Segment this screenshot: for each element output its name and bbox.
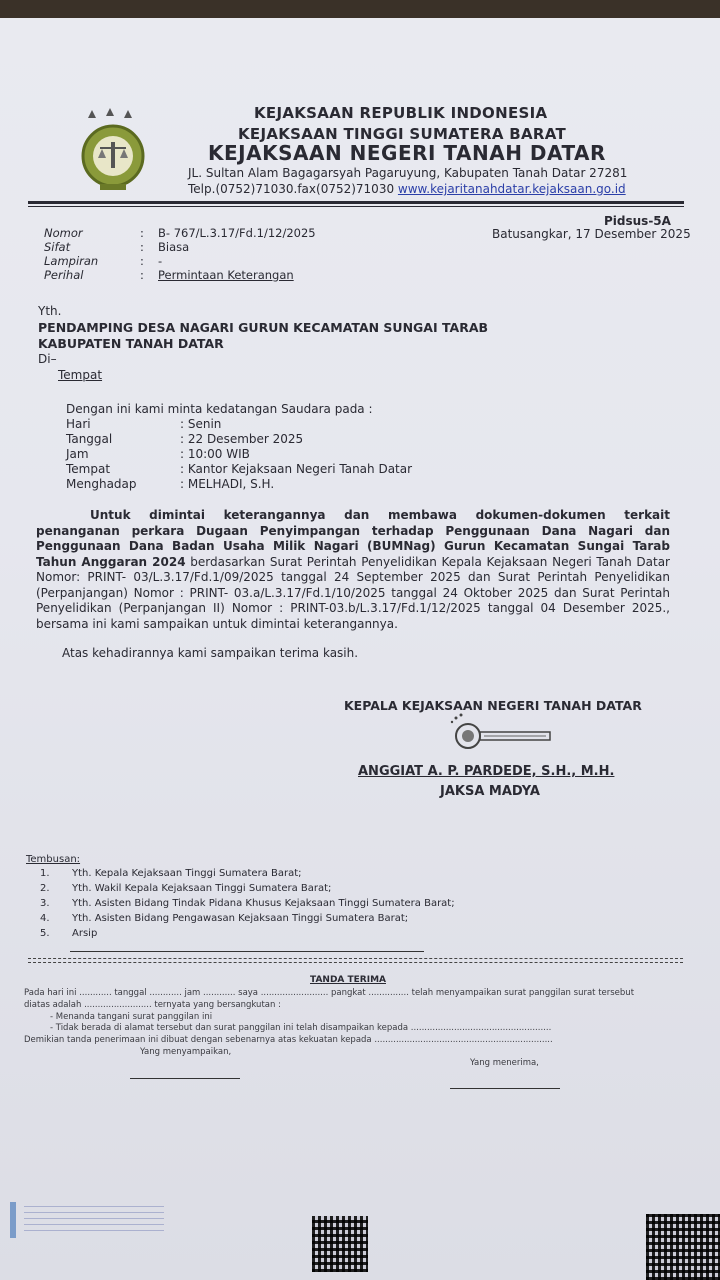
tembusan-underline (70, 951, 424, 952)
lampiran-value: - (158, 254, 163, 268)
sifat-label: Sifat (44, 240, 71, 254)
tembusan-item: Yth. Wakil Kepala Kejaksaan Tinggi Sumatera Barat; (72, 883, 332, 894)
schedule-label: Hari (66, 417, 91, 431)
recipient-yth: Yth. (38, 304, 62, 318)
tanda-terima-option-1: - Menanda tangani surat panggilan ini (50, 1012, 213, 1022)
signatory-name: ANGGIAT A. P. PARDEDE, S.H., M.H. (358, 764, 615, 779)
nomor-label: Nomor (44, 226, 83, 240)
schedule-label: Tanggal (66, 432, 113, 446)
tembusan-num: 1. (40, 868, 50, 879)
header-line-2: KEJAKSAAN TINGGI SUMATERA BARAT (238, 125, 567, 143)
tembusan-num: 5. (40, 928, 50, 939)
schedule-label: Menghadap (66, 477, 137, 491)
lampiran-colon: : (140, 254, 144, 268)
sifat-value: Biasa (158, 240, 190, 254)
cut-line (28, 958, 683, 959)
qr-code-corner (646, 1214, 720, 1280)
perihal-colon: : (140, 268, 144, 282)
kejaksaan-emblem-logo (72, 106, 154, 196)
schedule-value: : MELHADI, S.H. (180, 477, 275, 491)
lampiran-label: Lampiran (44, 254, 99, 268)
tanda-terima-title: TANDA TERIMA (310, 975, 386, 985)
body-paragraph (36, 508, 670, 632)
body-intro: Dengan ini kami minta kedatangan Saudara pada : (66, 402, 373, 416)
tembusan-num: 3. (40, 898, 50, 909)
recipient-tempat: Tempat (58, 368, 103, 382)
perihal-value: Permintaan Keterangan (158, 268, 294, 282)
yang-menyampaikan-label: Yang menyampaikan, (140, 1047, 232, 1057)
schedule-label: Jam (66, 447, 89, 461)
tembusan-item: Yth. Asisten Bidang Pengawasan Kejaksaan Tinggi Sumatera Barat; (72, 913, 409, 924)
body-paragraph-bold: Untuk dimintai keterangannya dan membawa dokumen-dokumen terkait penanganan perkara Dugaan Penyimpangan terhadap Penggunaan Dana Nagari dan Penggunaan Dana Badan Usaha Milik Nagari (BUMNag) Gurun Kecamatan Sungai Tarab Tahun Anggaran 2024 (36, 508, 670, 569)
qr-code (312, 1216, 368, 1272)
schedule-value: : 22 Desember 2025 (180, 432, 304, 446)
header-rule-thin (28, 206, 684, 207)
place-date: Batusangkar, 17 Desember 2025 (492, 227, 691, 241)
header-line-1: KEJAKSAAN REPUBLIK INDONESIA (254, 104, 548, 122)
header-website-link[interactable]: www.kejaritanahdatar.kejaksaan.go.id (397, 182, 626, 196)
tembusan-num: 2. (40, 883, 50, 894)
cut-line (28, 962, 683, 963)
nomor-value: B- 767/L.3.17/Fd.1/12/2025 (158, 226, 316, 240)
nomor-colon: : (140, 226, 144, 240)
tanda-terima-option-2: - Tidak berada di alamat tersebut dan surat panggilan ini telah disampaikan kepada .................................................... (50, 1023, 552, 1033)
electronic-signature-seal (448, 712, 558, 752)
form-code: Pidsus-5A (604, 214, 671, 228)
bsre-footer-text (24, 1206, 164, 1236)
signature-title: KEPALA KEJAKSAAN NEGERI TANAH DATAR (344, 698, 642, 713)
schedule-value: : Senin (180, 417, 222, 431)
recipient-line-1: PENDAMPING DESA NAGARI GURUN KECAMATAN SUNGAI TARAB (38, 320, 489, 335)
signatory-rank: JAKSA MADYA (440, 784, 540, 799)
perihal-label: Perihal (44, 268, 84, 282)
closing-text: Atas kehadirannya kami sampaikan terima kasih. (62, 646, 359, 660)
header-contact (188, 182, 626, 196)
tembusan-label: Tembusan: (26, 854, 81, 865)
signature-line-receiver (450, 1088, 560, 1089)
signature-line-sender (130, 1078, 240, 1079)
body-paragraph-rest: berdasarkan Surat Perintah Penyelidikan Kepala Kejaksaan Negeri Tanah Datar Nomor: PRINT- 03/L.3.17/Fd.1/09/2025 tanggal 24 September 2025 dan Surat Perintah Penyelidikan (Perpanjangan) Nomor : PRINT- 03.a/L.3.17/Fd.1/10/2025 tanggal 24 Oktober 2025 dan Surat Perintah Penyelidikan (Perpanjangan II) Nomor : PRINT-03.b/L.3.17/Fd.1/12/2025 tanggal 04 Desember 2025., bersama ini kami sampaikan untuk dimintai keterangannya. (36, 554, 670, 631)
schedule-value: : Kantor Kejaksaan Negeri Tanah Datar (180, 462, 413, 476)
tembusan-item: Arsip (72, 928, 98, 939)
tanda-terima-row-1: Pada hari ini ............ tanggal ............ jam ............ saya ......................... pangkat ............... telah menyampaikan surat panggilan surat tersebut (24, 988, 635, 998)
tanda-terima-row-2: diatas adalah ......................... ternyata yang bersangkutan : (24, 1000, 281, 1010)
schedule-label: Tempat (66, 462, 111, 476)
recipient-di: Di– (38, 352, 57, 366)
tembusan-item: Yth. Kepala Kejaksaan Tinggi Sumatera Barat; (72, 868, 302, 879)
tembusan-item: Yth. Asisten Bidang Tindak Pidana Khusus Kejaksaan Tinggi Sumatera Barat; (72, 898, 455, 909)
tembusan-num: 4. (40, 913, 50, 924)
letter-paper (0, 18, 720, 1280)
header-rule-thick (28, 201, 684, 204)
sifat-colon: : (140, 240, 144, 254)
yang-menerima-label: Yang menerima, (470, 1058, 539, 1068)
header-institution-name: KEJAKSAAN NEGERI TANAH DATAR (208, 141, 606, 165)
schedule-value: : 10:00 WIB (180, 447, 250, 461)
header-phone: Telp.(0752)71030.fax(0752)71030 (188, 182, 395, 196)
header-address: JL. Sultan Alam Bagagarsyah Pagaruyung, Kabupaten Tanah Datar 27281 (188, 166, 628, 180)
tanda-terima-row-3: Demikian tanda penerimaan ini dibuat dengan sebenarnya atas kekuatan kepada .................................................................. (24, 1035, 553, 1045)
recipient-line-2: KABUPATEN TANAH DATAR (38, 336, 224, 351)
bsre-footer-mark (10, 1202, 16, 1238)
